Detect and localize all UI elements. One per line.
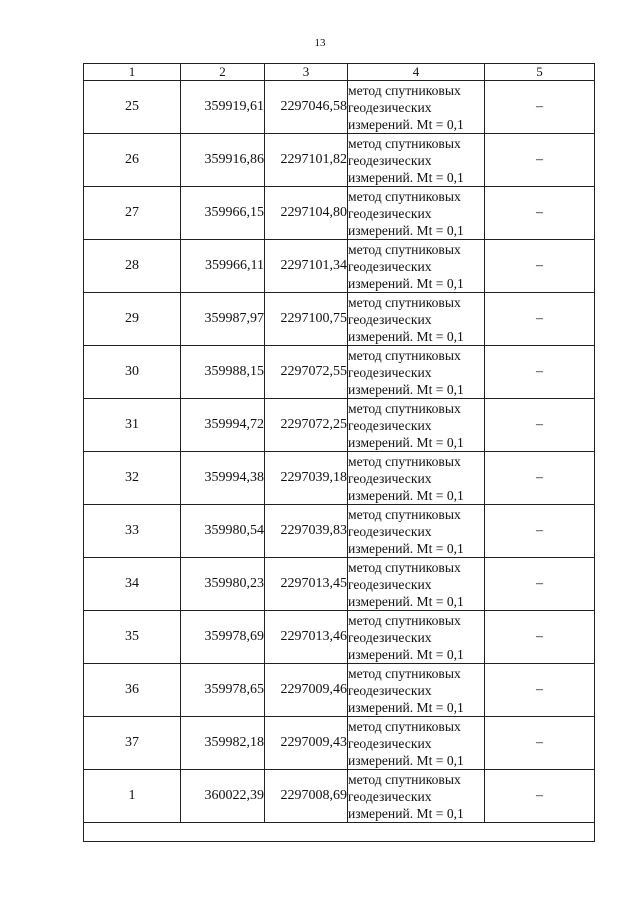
method-line-1: метод спутниковых xyxy=(348,188,461,204)
method-description xyxy=(348,134,485,187)
method-line-3: измерений. Mt = 0,1 xyxy=(348,222,464,238)
method-line-3: измерений. Mt = 0,1 xyxy=(348,805,464,821)
method-line-2: геодезических xyxy=(348,629,432,645)
table-row xyxy=(84,240,595,293)
point-number: 25 xyxy=(84,81,181,134)
method-line-3: измерений. Mt = 0,1 xyxy=(348,593,464,609)
column-5-value: – xyxy=(485,452,595,505)
method-line-3: измерений. Mt = 0,1 xyxy=(348,328,464,344)
table-row xyxy=(84,134,595,187)
coordinate-y: 2297104,80 xyxy=(265,187,348,240)
method-line-2: геодезических xyxy=(348,682,432,698)
column-5-value: – xyxy=(485,399,595,452)
method-line-1: метод спутниковых xyxy=(348,506,461,522)
method-line-3: измерений. Mt = 0,1 xyxy=(348,169,464,185)
point-number: 29 xyxy=(84,293,181,346)
method-line-1: метод спутниковых xyxy=(348,665,461,681)
method-description xyxy=(348,717,485,770)
method-description xyxy=(348,346,485,399)
method-line-2: геодезических xyxy=(348,788,432,804)
table-row xyxy=(84,558,595,611)
page-number: 13 xyxy=(314,37,326,49)
method-line-2: геодезических xyxy=(348,99,432,115)
method-line-3: измерений. Mt = 0,1 xyxy=(348,434,464,450)
column-5-value: – xyxy=(485,611,595,664)
method-line-1: метод спутниковых xyxy=(348,718,461,734)
table-row xyxy=(84,452,595,505)
method-line-2: геодезических xyxy=(348,205,432,221)
method-line-2: геодезических xyxy=(348,523,432,539)
point-number: 31 xyxy=(84,399,181,452)
coordinate-y: 2297046,58 xyxy=(265,81,348,134)
column-5-value: – xyxy=(485,240,595,293)
table-row xyxy=(84,664,595,717)
coordinate-y: 2297100,75 xyxy=(265,293,348,346)
method-line-1: метод спутниковых xyxy=(348,82,461,98)
coordinate-x: 359916,86 xyxy=(181,134,265,187)
method-line-3: измерений. Mt = 0,1 xyxy=(348,646,464,662)
point-number: 32 xyxy=(84,452,181,505)
coordinate-x: 359982,18 xyxy=(181,717,265,770)
point-number: 37 xyxy=(84,717,181,770)
coordinate-x: 359980,54 xyxy=(181,505,265,558)
table-row xyxy=(84,293,595,346)
coordinate-x: 359980,23 xyxy=(181,558,265,611)
coordinate-y: 2297009,46 xyxy=(265,664,348,717)
method-line-3: измерений. Mt = 0,1 xyxy=(348,487,464,503)
column-header-1: 1 xyxy=(84,64,181,81)
coordinate-x: 359987,97 xyxy=(181,293,265,346)
coordinate-x: 359966,15 xyxy=(181,187,265,240)
method-line-1: метод спутниковых xyxy=(348,453,461,469)
column-header-3: 3 xyxy=(265,64,348,81)
method-line-2: геодезических xyxy=(348,258,432,274)
table-header-row xyxy=(84,64,595,81)
table-row xyxy=(84,346,595,399)
column-5-value: – xyxy=(485,664,595,717)
coordinate-x: 359988,15 xyxy=(181,346,265,399)
method-line-1: метод спутниковых xyxy=(348,771,461,787)
column-header-2: 2 xyxy=(181,64,265,81)
method-line-3: измерений. Mt = 0,1 xyxy=(348,540,464,556)
method-description xyxy=(348,187,485,240)
point-number: 26 xyxy=(84,134,181,187)
coordinate-y: 2297072,55 xyxy=(265,346,348,399)
method-description xyxy=(348,81,485,134)
point-number: 30 xyxy=(84,346,181,399)
table-row xyxy=(84,505,595,558)
table-row xyxy=(84,717,595,770)
column-5-value: – xyxy=(485,558,595,611)
coordinate-x: 359966,11 xyxy=(181,240,265,293)
point-number: 28 xyxy=(84,240,181,293)
point-number: 36 xyxy=(84,664,181,717)
coordinate-x: 359994,72 xyxy=(181,399,265,452)
method-line-2: геодезических xyxy=(348,311,432,327)
coordinate-y: 2297101,34 xyxy=(265,240,348,293)
method-line-1: метод спутниковых xyxy=(348,294,461,310)
method-description xyxy=(348,293,485,346)
method-line-2: геодезических xyxy=(348,470,432,486)
method-line-1: метод спутниковых xyxy=(348,559,461,575)
coordinate-y: 2297013,45 xyxy=(265,558,348,611)
coordinate-y: 2297009,43 xyxy=(265,717,348,770)
coordinate-y: 2297039,83 xyxy=(265,505,348,558)
method-line-1: метод спутниковых xyxy=(348,347,461,363)
coordinate-x: 359919,61 xyxy=(181,81,265,134)
method-line-3: измерений. Mt = 0,1 xyxy=(348,752,464,768)
method-line-1: метод спутниковых xyxy=(348,612,461,628)
column-header-4: 4 xyxy=(348,64,485,81)
method-line-2: геодезических xyxy=(348,576,432,592)
method-line-1: метод спутниковых xyxy=(348,135,461,151)
table-row xyxy=(84,187,595,240)
point-number: 34 xyxy=(84,558,181,611)
coordinate-y: 2297039,18 xyxy=(265,452,348,505)
column-5-value: – xyxy=(485,293,595,346)
coordinate-y: 2297072,25 xyxy=(265,399,348,452)
column-5-value: – xyxy=(485,717,595,770)
column-5-value: – xyxy=(485,134,595,187)
method-line-2: геодезических xyxy=(348,152,432,168)
method-line-1: метод спутниковых xyxy=(348,241,461,257)
coordinate-x: 359994,38 xyxy=(181,452,265,505)
coordinate-y: 2297013,46 xyxy=(265,611,348,664)
column-5-value: – xyxy=(485,770,595,823)
empty-cell xyxy=(84,823,595,842)
column-5-value: – xyxy=(485,346,595,399)
method-description xyxy=(348,664,485,717)
column-header-5: 5 xyxy=(485,64,595,81)
method-line-3: измерений. Mt = 0,1 xyxy=(348,116,464,132)
column-5-value: – xyxy=(485,81,595,134)
coordinates-table xyxy=(83,63,595,842)
empty-footer-row xyxy=(84,823,595,842)
method-line-1: метод спутниковых xyxy=(348,400,461,416)
method-line-2: геодезических xyxy=(348,417,432,433)
table-row xyxy=(84,611,595,664)
point-number: 27 xyxy=(84,187,181,240)
table-row xyxy=(84,81,595,134)
method-line-3: измерений. Mt = 0,1 xyxy=(348,699,464,715)
method-description xyxy=(348,558,485,611)
coordinate-x: 359978,69 xyxy=(181,611,265,664)
column-5-value: – xyxy=(485,187,595,240)
method-line-3: измерений. Mt = 0,1 xyxy=(348,381,464,397)
coordinate-x: 359978,65 xyxy=(181,664,265,717)
method-description xyxy=(348,770,485,823)
point-number: 1 xyxy=(84,770,181,823)
coordinate-y: 2297008,69 xyxy=(265,770,348,823)
method-description xyxy=(348,240,485,293)
method-line-2: геодезических xyxy=(348,735,432,751)
table-row xyxy=(84,399,595,452)
coordinate-y: 2297101,82 xyxy=(265,134,348,187)
column-5-value: – xyxy=(485,505,595,558)
coordinate-x: 360022,39 xyxy=(181,770,265,823)
point-number: 33 xyxy=(84,505,181,558)
method-line-2: геодезических xyxy=(348,364,432,380)
method-description xyxy=(348,452,485,505)
point-number: 35 xyxy=(84,611,181,664)
method-line-3: измерений. Mt = 0,1 xyxy=(348,275,464,291)
table-row xyxy=(84,770,595,823)
method-description xyxy=(348,399,485,452)
method-description xyxy=(348,611,485,664)
method-description xyxy=(348,505,485,558)
